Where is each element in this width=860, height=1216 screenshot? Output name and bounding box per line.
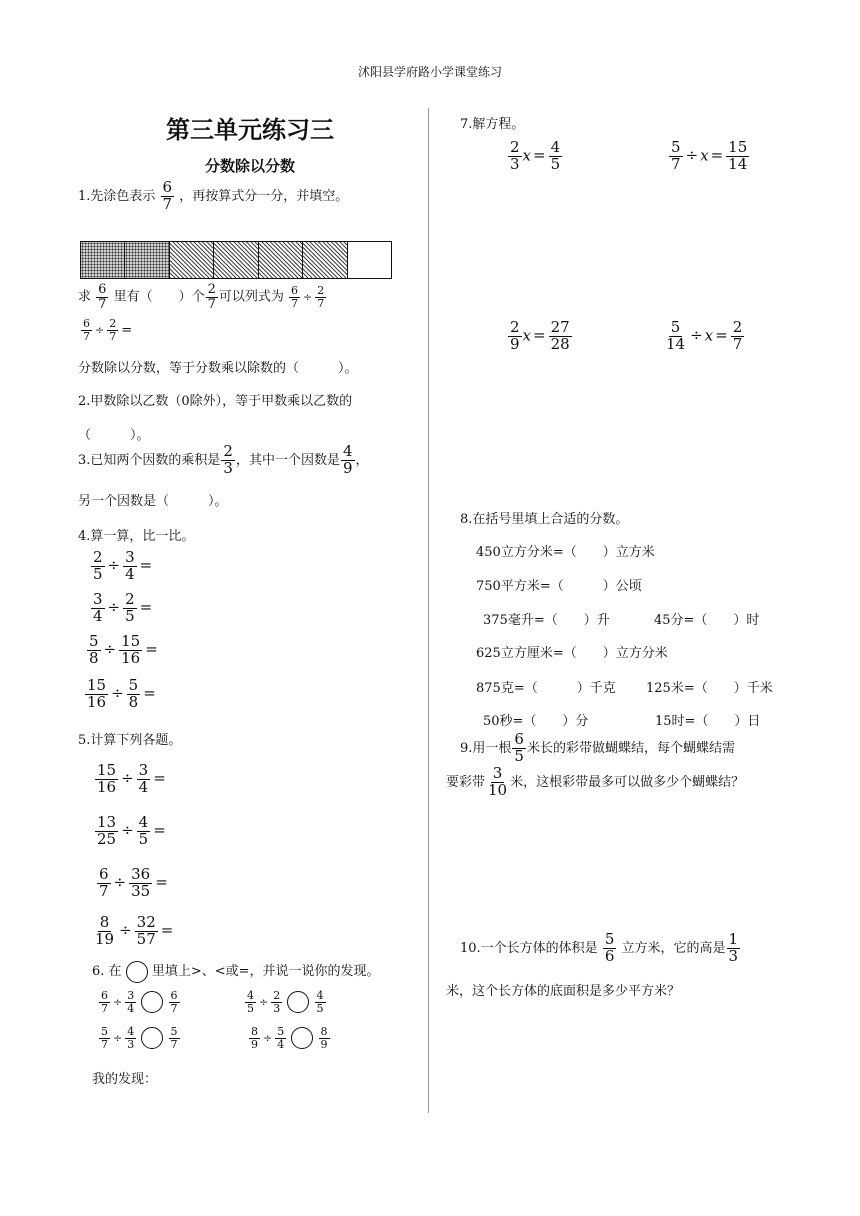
fraction: $\frac{4}{5}$ [550,138,561,173]
fraction: $\frac{2}{5}$ [93,548,103,583]
fraction: $\frac{6}{7}$ [98,282,107,312]
conversion-item: 45分=（ ）时 [654,613,760,628]
fraction: $\frac{2}{5}$ [125,590,135,625]
q1-suffix: ，再按算式分一分，并填空。 [179,188,349,204]
question-1-line-2 [80,318,134,342]
divide-sign: ÷ [119,921,132,940]
equals-sign: = [139,556,153,575]
fraction: $\frac{3}{4}$ [138,761,149,796]
question-1-line-1 [78,283,327,311]
question-3-line-1 [78,444,369,477]
question-4-item [86,634,160,667]
divide-sign: ÷ [113,873,127,892]
q1-prefix: 1.先涂色表示 [78,188,156,204]
fraction: $\frac{2}{7}$ [207,282,216,312]
equals-sign: = [153,769,166,788]
divide-sign: ÷ [263,1031,273,1045]
question-3-line-2: 另一个因数是（ ）。 [78,494,228,509]
divide-sign: ÷ [111,684,124,703]
fraction: $\frac{4}{9}$ [342,442,353,477]
q3-text: 3.已知两个因数的乘积是 [78,452,221,468]
question-4-label: 4.算一算，比一比。 [78,529,195,544]
equals-sign: = [715,326,728,345]
q9-text: 要彩带 [446,774,486,790]
question-6-prompt [92,960,380,983]
question-9-line-1 [460,732,735,765]
fraction: $\frac{2}{7}$ [317,284,325,310]
question-5-item [92,915,175,948]
fraction: $\frac{1}{3}$ [728,930,739,965]
fraction: $\frac{32}{57}$ [136,913,156,948]
conversion-item: 125米=（ ）千米 [646,681,773,696]
fraction: $\frac{2}{3}$ [510,138,520,173]
conversion-item: 750平方米=（ ）公顷 [476,579,642,594]
q9-text: 米，这根彩带最多可以做多少个蝴蝶结？ [510,774,745,790]
question-2-line-1: 2.甲数除以乙数（0除外），等于甲数乘以乙数的 [78,394,353,409]
variable-x: x [522,326,532,345]
page-header: 沭阳县学府路小学课堂练习 [357,65,502,79]
q3-text: ， [355,452,369,468]
fraction: $\frac{5}{7}$ [170,1025,178,1051]
conversion-item: 375毫升=（ ）升 [483,613,610,628]
bar-segment-hatched[interactable] [303,242,347,278]
fraction: $\frac{5}{8}$ [89,632,99,667]
variable-x: x [522,146,532,165]
divide-sign: ÷ [690,326,703,345]
divide-sign: ÷ [121,821,134,840]
question-10-line-2: 米，这个长方体的底面积是多少平方米？ [446,984,681,999]
equals-sign: = [710,146,724,165]
compare-circle[interactable] [126,961,148,983]
divide-sign: ÷ [103,640,117,659]
q1-text: 里有（ ）个 [113,289,205,305]
bar-segment-dotted[interactable] [81,242,125,278]
compare-circle[interactable] [141,1027,163,1049]
divide-sign: ÷ [107,556,121,575]
fraction: $\frac{6}{7}$ [291,284,299,310]
fraction: $\frac{5}{7}$ [671,138,681,173]
fraction: $\frac{3}{10}$ [488,764,508,799]
fraction: $\frac{8}{9}$ [251,1025,258,1051]
fraction: $\frac{6}{7}$ [162,178,173,213]
fraction: $\frac{5}{7}$ [101,1025,108,1051]
fraction: $\frac{4}{5}$ [138,813,149,848]
fraction: $\frac{2}{3}$ [273,989,281,1015]
divide-sign: ÷ [685,146,699,165]
divide-sign: ÷ [113,1031,123,1045]
fraction: $\frac{6}{7}$ [99,865,109,900]
fraction: $\frac{3}{4}$ [125,548,135,583]
fraction: $\frac{5}{6}$ [604,930,615,965]
question-10-line-1 [460,932,741,965]
compare-circle[interactable] [287,991,309,1013]
divide-sign: ÷ [113,995,123,1009]
q10-text: 10.一个长方体的体积是 [460,940,598,956]
q10-text: 立方米，它的高是 [621,940,726,956]
q6-text: 里填上>、<或=，并说一说你的发现。 [151,964,380,979]
fraction: $\frac{5}{8}$ [128,676,139,711]
question-5-label: 5.计算下列各题。 [78,733,182,748]
fraction: $\frac{15}{14}$ [728,138,748,173]
conversion-item: 450立方分米=（ ）立方米 [476,545,655,560]
equals-sign: = [139,598,153,617]
equals-sign: = [143,684,156,703]
fraction: $\frac{2}{3}$ [223,442,233,477]
fraction: $\frac{15}{16}$ [87,676,107,711]
variable-x: x [704,326,714,345]
question-4-item [90,550,154,583]
equals-sign: = [145,640,158,659]
divide-sign: ÷ [121,769,134,788]
conversion-item: 15时=（ ）日 [655,714,761,729]
bar-segment-dotted[interactable] [125,242,169,278]
equation-3 [507,320,573,353]
fraction: $\frac{27}{28}$ [550,318,570,353]
equation-4 [663,320,745,353]
fraction: $\frac{15}{16}$ [121,632,141,667]
fraction: $\frac{3}{4}$ [93,590,103,625]
divide-sign: ÷ [107,598,121,617]
bar-segment-hatched[interactable] [214,242,258,278]
equals-sign: = [153,821,166,840]
divide-sign: ÷ [259,995,269,1009]
question-6-finding: 我的发现： [92,1072,158,1087]
question-7-label: 7.解方程。 [460,117,525,132]
compare-circle[interactable] [141,991,163,1013]
q9-text: 米长的彩带做蝴蝶结，每个蝴蝶结需 [526,740,735,756]
question-4-item [90,592,154,625]
column-divider [428,108,429,1113]
equation-1 [507,140,563,173]
equals-sign: = [533,146,546,165]
q9-text: 9.用一根 [460,740,512,756]
fraction: $\frac{2}{9}$ [510,318,520,353]
question-6-item [244,990,327,1014]
question-6-item [98,990,181,1014]
fraction: $\frac{5}{14}$ [666,318,686,353]
compare-circle[interactable] [291,1027,313,1049]
variable-x: x [700,146,709,165]
fraction: $\frac{13}{25}$ [97,813,117,848]
fraction: $\frac{36}{35}$ [131,865,151,900]
conversion-item: 50秒=（ ）分 [483,714,589,729]
fraction: $\frac{4}{5}$ [316,989,324,1015]
conversion-item: 625立方厘米=（ ）立方分米 [476,646,668,661]
divide-sign: ÷ [95,323,105,337]
equals-sign: = [160,921,174,940]
fraction: $\frac{6}{7}$ [83,317,90,343]
question-6-item [98,1026,181,1050]
fraction: $\frac{6}{7}$ [170,989,178,1015]
bar-segment-hatched[interactable] [170,242,214,278]
equation-2 [668,140,750,173]
q3-text: ，其中一个因数是 [235,452,340,468]
q1-text: 可以列式为 [218,289,284,305]
equals-sign: = [155,873,168,892]
fraction: $\frac{8}{19}$ [95,913,115,948]
question-6-item [248,1026,331,1050]
page-title: 第三单元练习三 [166,116,334,144]
equals-sign: = [121,322,133,338]
bar-segment-empty[interactable] [348,242,391,278]
q6-text: 6. 在 [92,964,122,979]
fraction: $\frac{8}{9}$ [320,1025,328,1051]
fraction: $\frac{15}{16}$ [97,761,117,796]
equals-sign: = [533,326,546,345]
fraction: $\frac{3}{4}$ [127,989,135,1015]
question-5-item [96,867,170,900]
fraction: $\frac{6}{5}$ [514,730,524,765]
bar-segment-hatched[interactable] [259,242,303,278]
divide-sign: ÷ [303,290,313,304]
fraction: $\frac{6}{7}$ [101,989,108,1015]
question-2-line-2: （ ）。 [78,428,150,443]
question-5-item [94,815,168,848]
fraction: $\frac{2}{7}$ [109,317,117,343]
q1-text: 求 [78,289,92,305]
question-9-line-2 [446,766,744,799]
fraction-bar[interactable] [80,241,392,279]
conversion-item: 875克=（ ）千克 [476,681,616,696]
fraction: $\frac{4}{5}$ [247,989,254,1015]
question-5-item [94,763,168,796]
question-4-item [84,678,158,711]
question-1-rule: 分数除以分数，等于分数乘以除数的（ ）。 [78,361,358,376]
fraction: $\frac{4}{3}$ [127,1025,135,1051]
fraction: $\frac{5}{4}$ [277,1025,285,1051]
page-subtitle: 分数除以分数 [204,157,295,175]
question-8-label: 8.在括号里填上合适的分数。 [460,512,629,527]
fraction: $\frac{2}{7}$ [732,318,743,353]
question-1-prompt [78,180,348,213]
